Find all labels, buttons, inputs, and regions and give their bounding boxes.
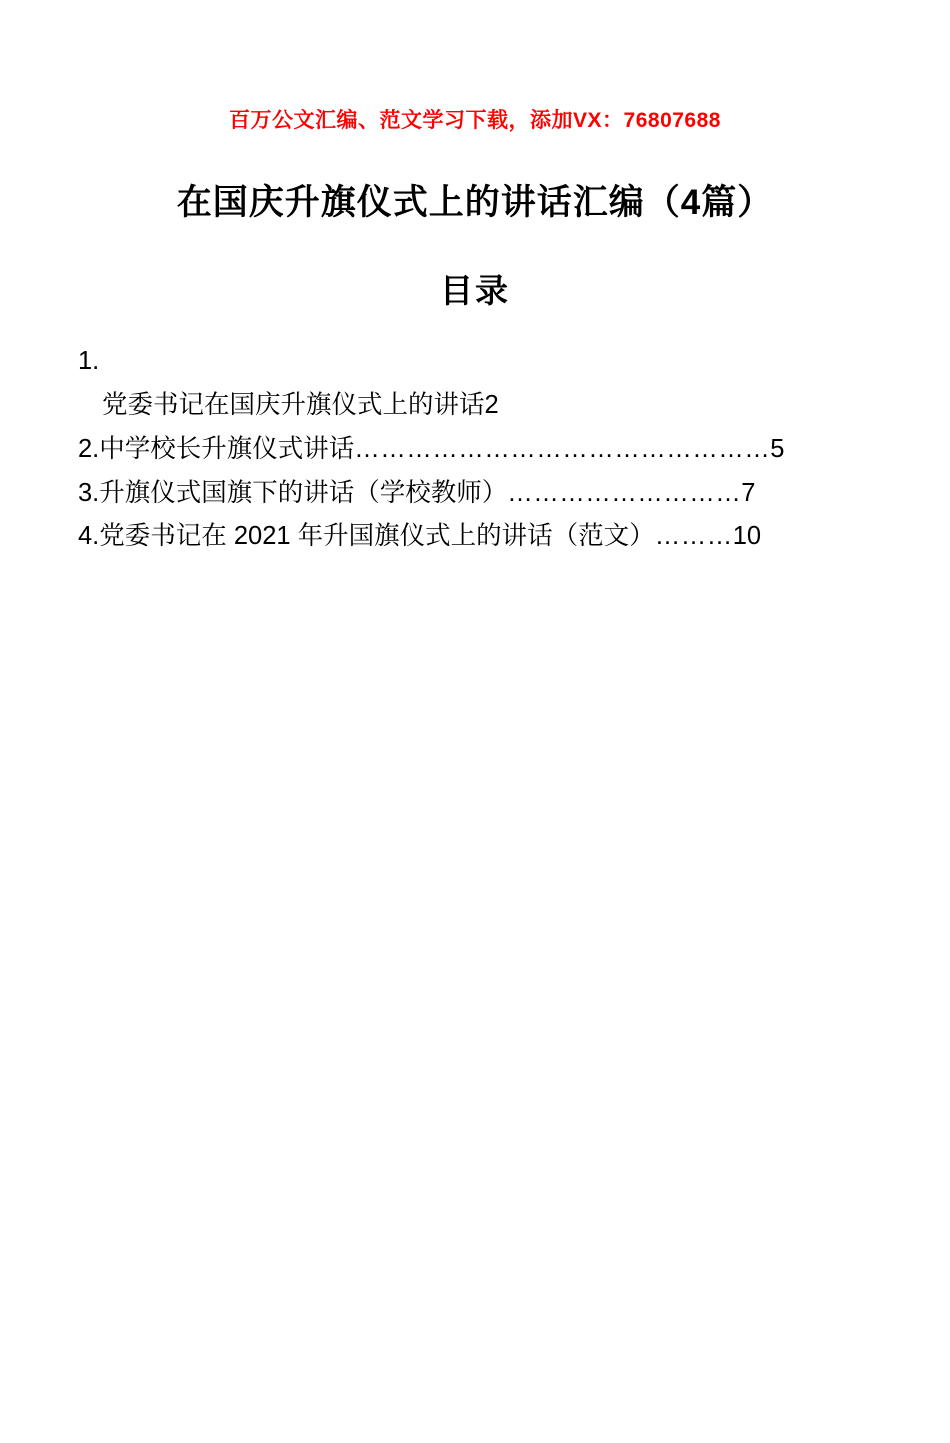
toc-entry-label-wrap	[78, 384, 872, 428]
toc-entry-number: 4.	[78, 522, 100, 551]
toc-entry-page: 2	[484, 390, 499, 419]
toc-entry-page: 5	[770, 434, 785, 463]
page-title: 在国庆升旗仪式上的讲话汇编（4篇）	[176, 183, 774, 223]
toc-entry-3[interactable]	[78, 472, 872, 516]
toc-entry-1[interactable]	[78, 340, 872, 428]
toc-entry-number: 1.	[78, 346, 100, 375]
toc-entry-leader: ………………………	[507, 478, 742, 507]
toc-entry-leader: ………	[654, 522, 733, 551]
promo-banner-text: 百万公文汇编、范文学习下载，添加VX：76807688	[229, 109, 721, 132]
toc-entry-number: 3.	[78, 478, 100, 507]
table-of-contents	[78, 340, 872, 559]
toc-entry-label: 党委书记在 2021 年升国旗仪式上的讲话（范文）	[99, 522, 655, 551]
toc-heading: 目录	[440, 271, 510, 309]
toc-entry-page: 10	[732, 522, 762, 551]
toc-entry-label: 升旗仪式国旗下的讲话（学校教师）	[99, 478, 508, 507]
toc-entry-page: 7	[741, 478, 756, 507]
toc-entry-label: 党委书记在国庆升旗仪式上的讲话	[102, 390, 485, 419]
toc-entry-2[interactable]	[78, 428, 872, 472]
toc-entry-leader: …………………………………………	[354, 434, 771, 463]
document-page	[0, 108, 950, 1443]
toc-entry-4[interactable]	[78, 515, 872, 559]
toc-entry-number: 2.	[78, 434, 100, 463]
toc-entry-label: 中学校长升旗仪式讲话	[99, 434, 355, 463]
